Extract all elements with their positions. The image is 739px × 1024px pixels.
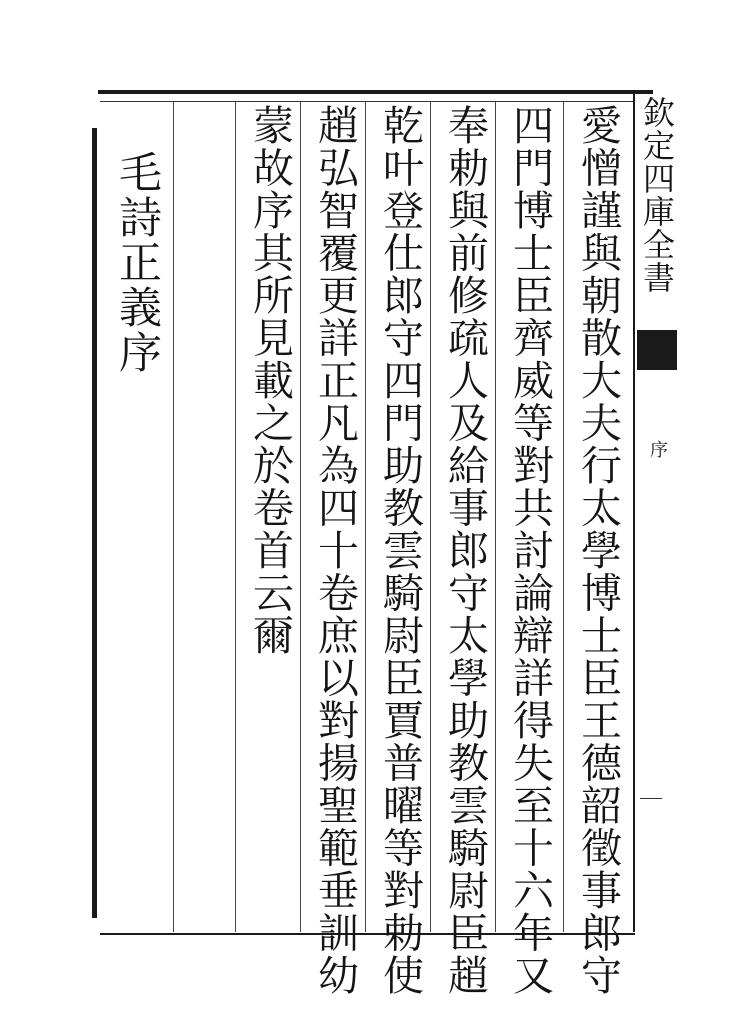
page-title: 毛詩正義序 (112, 150, 162, 375)
frame-top-border (98, 90, 653, 94)
text-column-3: 奉勅與前修疏人及給事郎守太學助教雲騎尉臣趙 (441, 104, 489, 997)
column-divider (365, 102, 366, 932)
frame-left-border (92, 128, 97, 918)
column-divider (173, 102, 174, 932)
text-column-4: 乾叶登仕郎守四門助教雲騎尉臣賈普曜等對勅使 (376, 104, 424, 997)
text-column-5: 趙弘智覆更詳正凡為四十卷庶以對揚聖範垂訓幼 (311, 104, 359, 997)
frame-bottom-border (100, 933, 635, 935)
text-column-6: 蒙故序其所見載之於卷首云爾 (246, 104, 294, 657)
column-divider (430, 102, 431, 932)
column-divider (495, 102, 496, 932)
frame-right-border (633, 92, 635, 932)
margin-black-tab (637, 330, 677, 370)
margin-tick-mark (640, 798, 662, 799)
text-column-1: 愛憎謹與朝散大夫行太學博士臣王德韶徵事郎守 (574, 104, 622, 997)
margin-book-title: 欽定四庫全書 (638, 96, 676, 294)
column-divider (235, 102, 236, 932)
frame-top-inner-line (100, 101, 635, 102)
column-divider (563, 102, 564, 932)
text-column-2: 四門博士臣齊威等對共討論辯詳得失至十六年又 (506, 104, 554, 997)
column-divider (300, 102, 301, 932)
margin-section-note: 序 (647, 440, 668, 460)
